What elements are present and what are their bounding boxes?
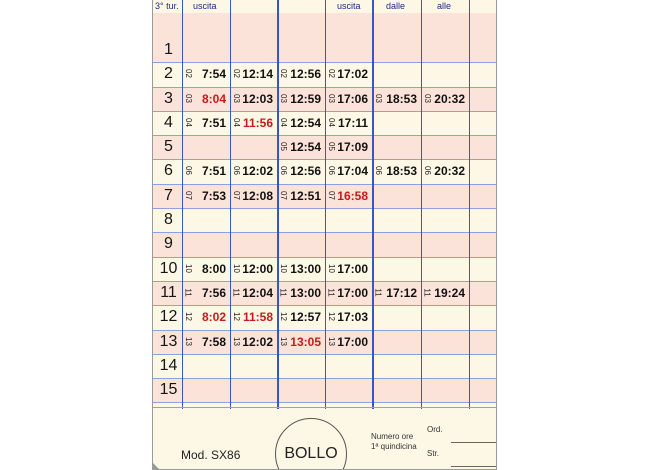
time-stamp: 17:11 — [337, 115, 368, 130]
day-stamp: 03 — [231, 93, 241, 103]
day-stamp: 13 — [183, 336, 193, 346]
grid-line — [469, 0, 470, 409]
time-stamp: 17:00 — [337, 334, 368, 349]
time-stamp: 13:00 — [290, 261, 321, 276]
time-cell — [182, 160, 230, 183]
time-stamp: 17:00 — [337, 261, 368, 276]
day-stamp: 07 — [326, 190, 336, 200]
day-stamp: 06 — [373, 166, 383, 176]
time-stamp: 7:58 — [201, 334, 226, 349]
header-uscita-1: uscita — [193, 1, 217, 11]
grid-line — [230, 0, 231, 409]
time-stamp: 17:00 — [337, 285, 368, 300]
day-stamp: 10 — [183, 263, 193, 273]
time-stamp-late: 11:58 — [242, 310, 273, 325]
time-cell — [182, 282, 230, 305]
time-stamp: 12:54 — [290, 140, 321, 155]
footer — [153, 407, 496, 470]
time-stamp: 8:00 — [201, 261, 226, 276]
grid-line — [421, 0, 422, 409]
str-field[interactable] — [451, 446, 497, 467]
time-stamp: 12:59 — [290, 91, 321, 106]
bollo-stamp-circle — [275, 418, 347, 470]
time-stamp: 13:00 — [290, 285, 321, 300]
day-stamp: 02 — [326, 69, 336, 79]
day-stamp: 07 — [278, 190, 288, 200]
time-stamp: 12:51 — [290, 188, 321, 203]
day-stamp: 12 — [183, 312, 193, 322]
time-cell — [325, 160, 372, 183]
day-stamp: 13 — [326, 336, 336, 346]
row-number: 3 — [164, 89, 173, 107]
day-stamp: 03 — [422, 93, 432, 103]
grid-line — [325, 0, 326, 409]
time-stamp: 7:51 — [201, 115, 226, 130]
time-stamp: 19:24 — [434, 285, 465, 300]
row-number: 6 — [164, 162, 173, 180]
time-cell — [182, 88, 230, 111]
time-cell — [325, 136, 372, 159]
time-stamp: 12:02 — [242, 334, 273, 349]
day-stamp: 07 — [183, 190, 193, 200]
day-stamp: 04 — [183, 117, 193, 127]
time-cell — [372, 160, 421, 183]
grid-line — [372, 0, 374, 409]
time-cell — [325, 88, 372, 111]
time-stamp: 18:53 — [386, 164, 417, 179]
time-stamp: 17:03 — [337, 310, 368, 325]
time-cell — [182, 185, 230, 208]
day-stamp: 02 — [231, 69, 241, 79]
numero-ore-label: Numero ore — [371, 432, 414, 441]
time-cell — [421, 88, 469, 111]
day-stamp: 04 — [278, 117, 288, 127]
day-stamp: 07 — [231, 190, 241, 200]
row-number: 10 — [159, 259, 178, 277]
row-number: 15 — [159, 381, 178, 399]
time-cell — [230, 331, 277, 354]
row-number: 1 — [164, 41, 173, 58]
day-stamp: 11 — [326, 288, 336, 297]
time-stamp: 12:02 — [242, 164, 273, 179]
time-cell — [277, 185, 325, 208]
time-cell — [230, 112, 277, 135]
time-cell — [372, 88, 421, 111]
day-stamp: 02 — [278, 69, 288, 79]
day-stamp: 04 — [326, 117, 336, 127]
time-cell — [325, 63, 372, 86]
time-stamp: 18:53 — [386, 91, 417, 106]
day-stamp: 04 — [231, 117, 241, 127]
time-stamp: 17:06 — [337, 91, 368, 106]
time-cell — [182, 258, 230, 281]
str-label: Str. — [427, 449, 440, 458]
time-cell — [421, 282, 469, 305]
time-stamp: 7:56 — [201, 285, 226, 300]
time-cell — [230, 306, 277, 329]
time-cell — [325, 331, 372, 354]
time-stamp: 12:54 — [290, 115, 321, 130]
day-stamp: 05 — [278, 142, 288, 152]
time-cell — [277, 306, 325, 329]
time-cell — [182, 112, 230, 135]
header-turno: 3° tur. — [155, 1, 179, 11]
header-dalle: dalle — [386, 1, 406, 11]
day-stamp: 06 — [231, 166, 241, 176]
time-cell — [277, 282, 325, 305]
time-cell — [372, 282, 421, 305]
time-stamp-late: 13:05 — [290, 334, 321, 349]
time-stamp: 12:56 — [290, 67, 321, 82]
day-stamp: 13 — [278, 336, 288, 346]
stamp-label: BOLLO — [284, 445, 338, 462]
time-stamp: 12:56 — [290, 164, 321, 179]
day-stamp: 13 — [231, 336, 241, 346]
day-stamp: 11 — [183, 288, 193, 297]
time-stamp-late: 11:56 — [242, 115, 273, 130]
header-alle: alle — [437, 1, 452, 11]
model-code: Mod. SX86 — [181, 448, 241, 462]
time-cell — [182, 63, 230, 86]
time-cell — [277, 112, 325, 135]
grid-line — [277, 0, 279, 409]
time-cell — [182, 331, 230, 354]
time-stamp: 12:57 — [290, 310, 321, 325]
time-stamp-late: 8:04 — [201, 91, 226, 106]
timecard — [152, 0, 497, 470]
time-cell — [230, 282, 277, 305]
time-cell — [421, 160, 469, 183]
day-stamp: 12 — [278, 312, 288, 322]
time-stamp: 12:03 — [242, 91, 273, 106]
time-cell — [230, 258, 277, 281]
time-cell — [230, 160, 277, 183]
day-stamp: 06 — [278, 166, 288, 176]
row-number: 5 — [164, 138, 173, 156]
time-stamp: 17:04 — [337, 164, 368, 179]
time-cell — [325, 112, 372, 135]
day-stamp: 12 — [326, 312, 336, 322]
day-stamp: 11 — [231, 288, 241, 297]
time-cell — [325, 258, 372, 281]
row-number: 2 — [164, 65, 173, 83]
day-stamp: 11 — [278, 288, 288, 297]
row-number: 12 — [159, 308, 178, 326]
ord-field[interactable] — [451, 422, 497, 443]
time-cell — [230, 88, 277, 111]
time-stamp: 7:54 — [201, 67, 226, 82]
time-stamp-late: 8:02 — [201, 310, 226, 325]
time-stamp: 7:51 — [201, 164, 226, 179]
day-stamp: 06 — [422, 166, 432, 176]
day-stamp: 10 — [278, 263, 288, 273]
day-stamp: 03 — [278, 93, 288, 103]
time-stamp: 20:32 — [434, 91, 465, 106]
day-stamp: 03 — [183, 93, 193, 103]
day-stamp: 10 — [326, 263, 336, 273]
day-stamp: 03 — [326, 93, 336, 103]
day-stamp: 11 — [373, 288, 383, 297]
time-cell — [277, 331, 325, 354]
time-stamp: 17:12 — [386, 285, 417, 300]
time-cell — [277, 88, 325, 111]
day-stamp: 02 — [183, 69, 193, 79]
time-stamp: 17:02 — [337, 67, 368, 82]
time-cell — [182, 306, 230, 329]
time-stamp: 12:14 — [242, 67, 273, 82]
time-cell — [277, 258, 325, 281]
grid-line — [182, 0, 183, 409]
time-stamp: 17:09 — [337, 140, 368, 155]
row-number: 14 — [159, 356, 178, 374]
time-stamp: 20:32 — [434, 164, 465, 179]
quindicina-label: 1ª quindicina — [371, 442, 417, 451]
time-stamp-late: 16:58 — [337, 188, 368, 203]
time-cell — [277, 63, 325, 86]
ord-label: Ord. — [427, 425, 443, 434]
day-stamp: 12 — [231, 312, 241, 322]
time-stamp: 12:08 — [242, 188, 273, 203]
time-stamp: 12:00 — [242, 261, 273, 276]
day-stamp: 03 — [373, 93, 383, 103]
row-number: 11 — [160, 283, 177, 301]
day-stamp: 11 — [422, 288, 432, 297]
hours-label — [371, 432, 417, 452]
day-stamp: 06 — [326, 166, 336, 176]
header-uscita-2: uscita — [337, 1, 361, 11]
row-number: 7 — [164, 186, 173, 204]
time-cell — [230, 185, 277, 208]
day-stamp: 06 — [183, 166, 193, 176]
corner-notch — [153, 463, 159, 469]
time-cell — [325, 282, 372, 305]
row-number: 13 — [159, 332, 178, 350]
time-stamp: 7:53 — [201, 188, 226, 203]
row-number: 8 — [164, 211, 173, 229]
day-stamp: 10 — [231, 263, 241, 273]
time-cell — [230, 63, 277, 86]
row-number: 4 — [164, 113, 173, 131]
time-cell — [277, 160, 325, 183]
time-cell — [277, 136, 325, 159]
row-number: 9 — [164, 235, 173, 253]
time-cell — [325, 306, 372, 329]
time-cell — [325, 185, 372, 208]
day-stamp: 05 — [326, 142, 336, 152]
time-stamp: 12:04 — [242, 285, 273, 300]
